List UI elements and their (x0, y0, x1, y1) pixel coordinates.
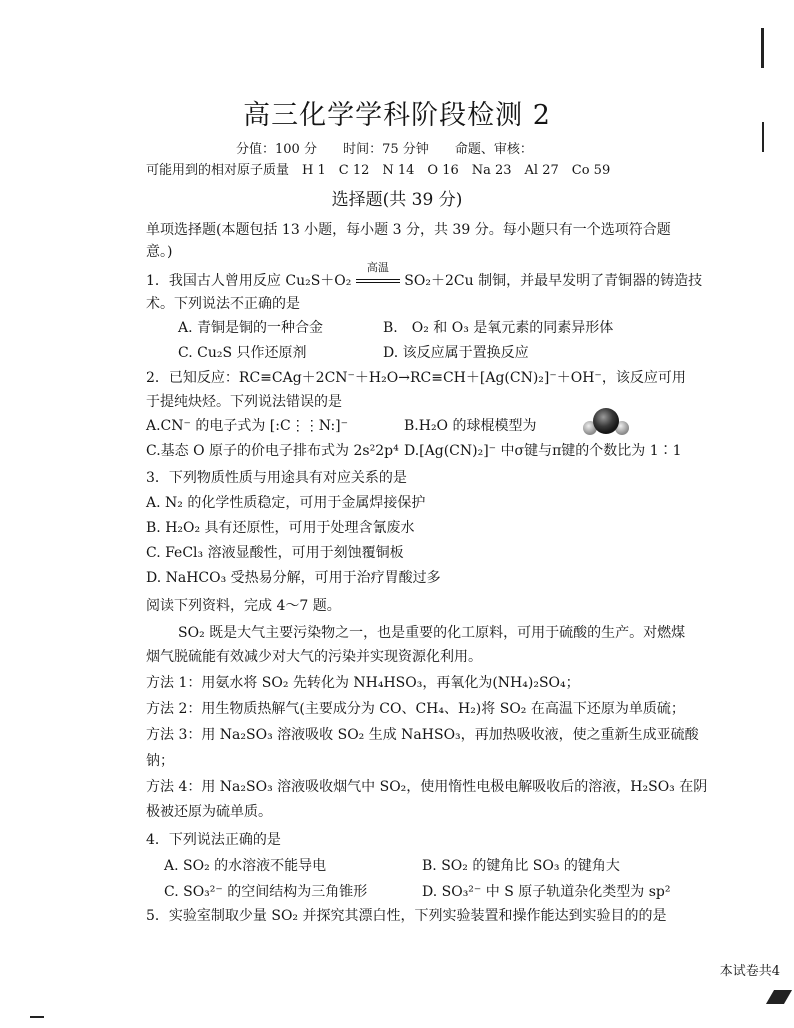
author-info: 命题、审核： (454, 142, 533, 157)
method-4-line1: 方法 4：用 Na₂SO₃ 溶液吸收烟气中 SO₂，使用惰性电极电解吸收后的溶液，H₂SO₃ 在阴 (146, 779, 708, 795)
q1-option-c: C. Cu₂S 只作还原剂 (178, 345, 307, 361)
exam-meta (236, 141, 555, 159)
q2-stem-line1: 2．已知反应：RC≡CAg＋2CN⁻＋H₂O→RC≡CH＋[Ag(CN)₂]⁻＋OH⁻，该反应可用 (146, 370, 686, 386)
time-info: 时间：75 分钟 (343, 142, 429, 157)
page-title: 高三化学学科阶段检测 2 (243, 100, 551, 131)
q2-option-c: C.基态 O 原子的价电子排布式为 2s²2p⁴ (146, 443, 399, 459)
scan-corner-mark (766, 990, 792, 1004)
q4-stem: 4．下列说法正确的是 (146, 832, 281, 848)
q4-option-a: A. SO₂ 的水溶液不能导电 (164, 858, 327, 874)
score-info: 分值：100 分 (236, 142, 317, 157)
section-instructions-line2: 意。) (146, 244, 173, 260)
page-footer-corner: 本试卷共4 (719, 964, 780, 979)
section-instructions-line1: 单项选择题(本题包括 13 小题，每小题 3 分，共 39 分。每小题只有一个选项符合题 (146, 222, 671, 238)
method-4-line2: 极被还原为硫单质。 (146, 804, 272, 820)
method-3-line2: 钠； (146, 753, 174, 769)
q3-option-b: B. H₂O₂ 具有还原性，可用于处理含氰废水 (146, 520, 415, 536)
q1-stem-a: 1．我国古人曾用反应 Cu₂S＋O₂ (146, 273, 352, 289)
q3-option-a: A. N₂ 的化学性质稳定，可用于金属焊接保护 (146, 495, 426, 511)
q1-stem-line1 (146, 261, 703, 291)
q3-option-d: D. NaHCO₃ 受热易分解，可用于治疗胃酸过多 (146, 570, 441, 586)
q1-stem-line2: 术。下列说法不正确的是 (146, 296, 300, 312)
q1-stem-b: SO₂＋2Cu 制铜，并最早发明了青铜器的铸造技 (404, 273, 703, 289)
method-2: 方法 2：用生物质热解气(主要成分为 CO、CH₄、H₂)将 SO₂ 在高温下还原为单质硫； (146, 701, 685, 717)
scan-edge-mark (761, 28, 764, 68)
reading-paragraph-line2: 烟气脱硫能有效减少对大气的污染并实现资源化利用。 (146, 649, 482, 665)
q2-option-d: D.[Ag(CN)₂]⁻ 中σ键与π键的个数比为 1∶1 (404, 443, 682, 459)
scan-edge-mark (30, 1016, 44, 1018)
q3-stem: 3．下列物质性质与用途具有对应关系的是 (146, 470, 407, 486)
q4-option-b: B. SO₂ 的键角比 SO₃ 的键角大 (422, 858, 620, 874)
reaction-condition (356, 261, 400, 291)
reading-intro: 阅读下列资料，完成 4～7 题。 (146, 598, 341, 614)
q2-option-a: A.CN⁻ 的电子式为 [:C⋮⋮N:]⁻ (146, 418, 349, 434)
q4-option-c: C. SO₃²⁻ 的空间结构为三角锥形 (164, 884, 368, 900)
atomic-masses: 可能用到的相对原子质量 H 1 C 12 N 14 O 16 Na 23 Al 27 Co 59 (146, 163, 611, 178)
water-ball-stick-model-icon (580, 406, 632, 438)
q3-option-c: C. FeCl₃ 溶液显酸性，可用于刻蚀覆铜板 (146, 545, 404, 561)
condition-label: 高温 (366, 261, 389, 274)
scan-edge-mark (762, 122, 764, 152)
q1-option-b: B. O₂ 和 O₃ 是氧元素的同素异形体 (383, 320, 614, 336)
q1-option-d: D. 该反应属于置换反应 (383, 345, 529, 361)
method-1: 方法 1：用氨水将 SO₂ 先转化为 NH₄HSO₃，再氧化为(NH₄)₂SO₄； (146, 675, 580, 691)
q2-stem-line2: 于提纯炔烃。下列说法错误的是 (146, 394, 342, 410)
equals-arrow (356, 279, 400, 283)
q2-option-b: B.H₂O 的球棍模型为 (404, 418, 537, 434)
section-title: 选择题(共 39 分) (331, 190, 463, 210)
method-3-line1: 方法 3：用 Na₂SO₃ 溶液吸收 SO₂ 生成 NaHSO₃，再加热吸收液，使之重新生成亚硫酸 (146, 727, 699, 743)
q5-stem: 5．实验室制取少量 SO₂ 并探究其漂白性，下列实验装置和操作能达到实验目的的是 (146, 908, 667, 924)
q1-option-a: A. 青铜是铜的一种合金 (178, 320, 324, 336)
reading-paragraph-line1: SO₂ 既是大气主要污染物之一，也是重要的化工原料，可用于硫酸的生产。对燃煤 (178, 625, 686, 641)
q4-option-d: D. SO₃²⁻ 中 S 原子轨道杂化类型为 sp² (422, 884, 671, 900)
